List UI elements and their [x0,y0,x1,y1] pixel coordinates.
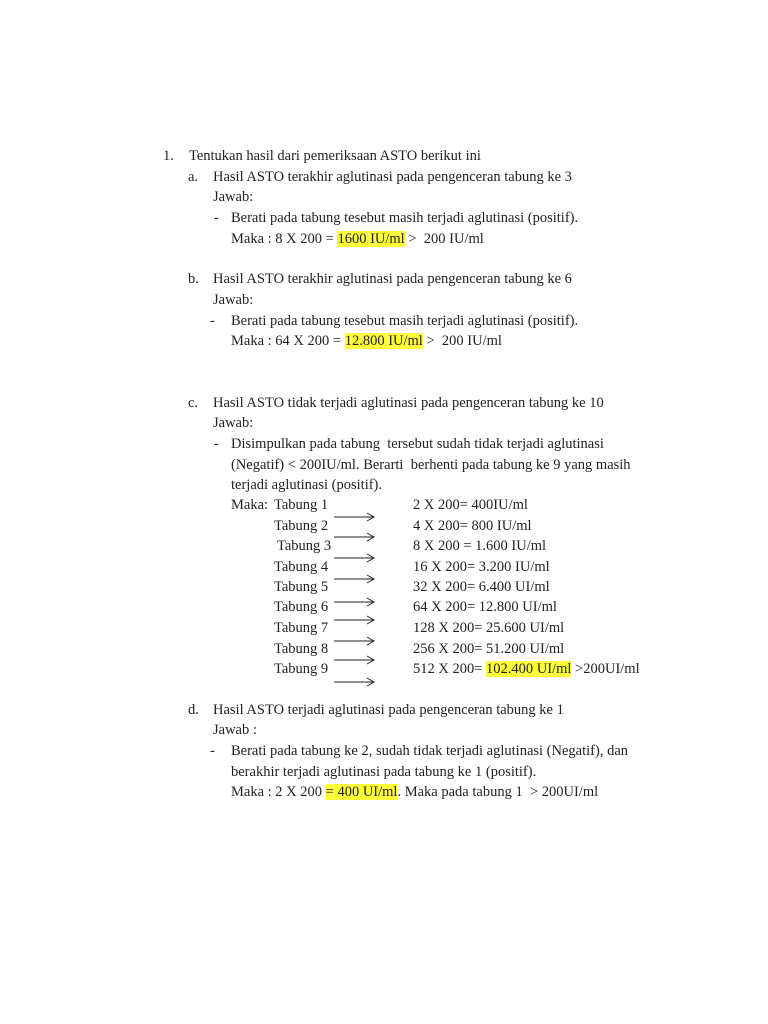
tabung-7-calc: 128 X 200= 25.600 UI/ml [413,620,565,636]
tabung-8-calc: 256 X 200= 51.200 UI/ml [413,641,565,657]
arrow-icon [334,533,374,541]
arrow-icon [334,513,374,521]
tabung-5-calc: 32 X 200= 6.400 UI/ml [413,579,550,595]
item-d-jawab: Jawab : [213,722,257,738]
tabung-1-calc: 2 X 200= 400IU/ml [413,497,528,513]
item-c-question: Hasil ASTO tidak terjadi aglutinasi pada pengenceran tabung ke 10 [213,395,604,411]
item-a-jawab: Jawab: [213,189,254,205]
item-c-maka: Maka: [231,497,269,513]
tabung-4-calc: 16 X 200= 3.200 IU/ml [413,559,550,575]
arrow-icon [334,554,374,562]
item-b-question: Hasil ASTO terakhir aglutinasi pada pengenceran tabung ke 6 [213,271,572,287]
arrow-icon [334,656,374,664]
item-a-line1: Berati pada tabung tesebut masih terjadi aglutinasi (positif). [231,210,579,226]
item-b-highlight: 12.800 IU/ml [344,333,423,349]
item-d-highlight: = 400 UI/ml [325,784,398,800]
arrow-icon [334,598,374,606]
tabung-2-label: Tabung 2 [274,518,329,534]
item-d-question: Hasil ASTO terjadi aglutinasi pada pengenceran tabung ke 1 [213,702,564,718]
tabung-3-calc: 8 X 200 = 1.600 IU/ml [413,538,547,554]
item-b-line1: Berati pada tabung tesebut masih terjadi aglutinasi (positif). [231,313,579,329]
item-d-maka: Maka : 2 X 200 [231,784,326,800]
item-c-letter: c. [188,395,199,411]
tabung-9-formula: 512 X 200= [413,661,487,677]
item-a-letter: a. [188,169,199,185]
item-b-compare: > 200 IU/ml [422,333,502,349]
item-a-highlight: 1600 IU/ml [337,231,405,247]
item-d-line1: Berati pada tabung ke 2, sudah tidak terjadi aglutinasi (Negatif), dan [231,743,629,759]
item-c-line3: terjadi aglutinasi (positif). [231,477,383,493]
tabung-9-highlight: 102.400 UI/ml [486,661,572,677]
item-d-compare: . Maka pada tabung 1 > 200UI/ml [397,784,599,800]
question-number: 1. [163,148,174,164]
tabung-6-calc: 64 X 200= 12.800 UI/ml [413,599,557,615]
tabung-9-label: Tabung 9 [274,661,329,677]
item-c-line1: Disimpulkan pada tabung tersebut sudah tidak terjadi aglutinasi [231,436,604,452]
tabung-7-label: Tabung 7 [274,620,329,636]
item-d-result [231,783,598,801]
item-c-line2: (Negatif) < 200IU/ml. Berarti berhenti pada tabung ke 9 yang masih [231,457,631,473]
item-a-dash: - [214,210,219,226]
tabung-5-label: Tabung 5 [274,579,329,595]
item-a-compare: > 200 IU/ml [404,231,484,247]
tabung-9-compare: >200UI/ml [571,661,640,677]
arrow-icon [334,637,374,645]
item-c-jawab: Jawab: [213,415,254,431]
item-d-line2: berakhir terjadi aglutinasi pada tabung ke 1 (positif). [231,764,537,780]
item-b-letter: b. [188,271,199,287]
tabung-2-calc: 4 X 200= 800 IU/ml [413,518,532,534]
item-b-maka: Maka : 64 X 200 = [231,333,345,349]
tabung-3-label: Tabung 3 [277,538,332,554]
tabung-1-label: Tabung 1 [274,497,329,513]
item-c-dash: - [214,436,219,452]
tabung-8-label: Tabung 8 [274,641,329,657]
item-d-letter: d. [188,702,199,718]
question-text: Tentukan hasil dari pemeriksaan ASTO berikut ini [189,148,481,164]
arrow-icon [334,575,374,583]
item-b-jawab: Jawab: [213,292,254,308]
arrow-icon [334,616,374,624]
tabung-4-label: Tabung 4 [274,559,329,575]
tabung-6-label: Tabung 6 [274,599,329,615]
item-a-question: Hasil ASTO terakhir aglutinasi pada pengenceran tabung ke 3 [213,169,572,185]
arrow-icon [334,678,374,686]
item-b-dash: - [210,313,215,329]
item-d-dash: - [210,743,215,759]
item-a-maka: Maka : 8 X 200 = [231,231,338,247]
